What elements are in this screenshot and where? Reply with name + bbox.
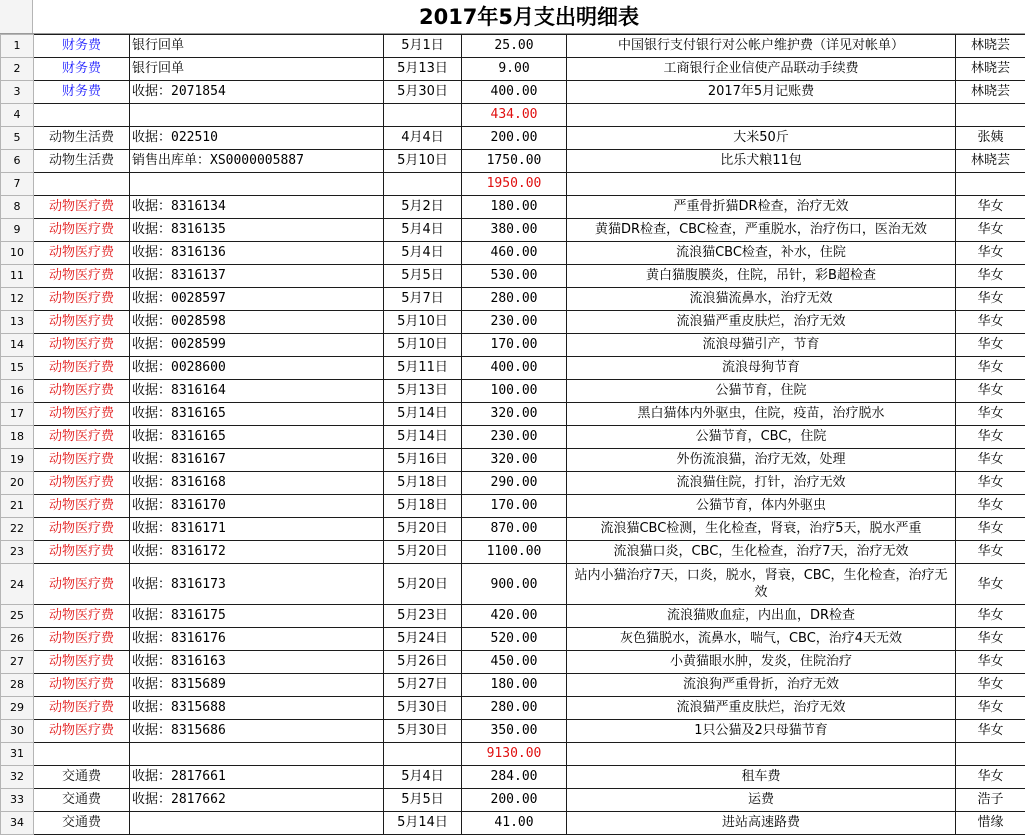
amount-cell[interactable]: 350.00 [462,720,567,743]
category-cell[interactable]: 动物医疗费 [34,334,130,357]
receipt-cell[interactable]: 收据：8316170 [130,495,384,518]
row-number[interactable]: 31 [1,743,34,766]
row-number[interactable]: 22 [1,518,34,541]
description-cell[interactable]: 运费 [567,789,956,812]
description-cell[interactable] [567,743,956,766]
row-number[interactable]: 17 [1,403,34,426]
amount-cell[interactable]: 400.00 [462,81,567,104]
handler-cell[interactable]: 华女 [956,651,1025,674]
description-cell[interactable]: 小黄猫眼水肿，发炎，住院治疗 [567,651,956,674]
category-cell[interactable] [34,173,130,196]
description-cell[interactable]: 租车费 [567,766,956,789]
amount-cell[interactable]: 1750.00 [462,150,567,173]
date-cell[interactable]: 5月13日 [384,58,462,81]
handler-cell[interactable]: 华女 [956,311,1025,334]
receipt-cell[interactable]: 收据：8316168 [130,472,384,495]
amount-cell[interactable]: 380.00 [462,219,567,242]
category-cell[interactable]: 动物医疗费 [34,311,130,334]
row-number[interactable]: 29 [1,697,34,720]
handler-cell[interactable]: 华女 [956,472,1025,495]
category-cell[interactable]: 动物医疗费 [34,265,130,288]
category-cell[interactable]: 财务费 [34,35,130,58]
date-cell[interactable]: 5月14日 [384,426,462,449]
row-number[interactable]: 16 [1,380,34,403]
receipt-cell[interactable]: 收据：8316163 [130,651,384,674]
subtotal-cell[interactable]: 9130.00 [462,743,567,766]
receipt-cell[interactable]: 收据：8315686 [130,720,384,743]
handler-cell[interactable]: 华女 [956,495,1025,518]
table-row [1,495,1025,518]
receipt-cell[interactable]: 收据：2817662 [130,789,384,812]
row-number[interactable]: 27 [1,651,34,674]
amount-cell[interactable]: 230.00 [462,311,567,334]
table-row [1,789,1025,812]
date-cell[interactable] [384,743,462,766]
table-row [1,173,1025,196]
amount-cell[interactable]: 450.00 [462,651,567,674]
amount-cell[interactable]: 280.00 [462,697,567,720]
category-cell[interactable]: 动物医疗费 [34,720,130,743]
amount-cell[interactable]: 400.00 [462,357,567,380]
receipt-cell[interactable] [130,173,384,196]
receipt-cell[interactable] [130,812,384,835]
date-cell[interactable]: 5月4日 [384,242,462,265]
date-cell[interactable] [384,173,462,196]
description-cell[interactable]: 中国银行支付银行对公帐户维护费（详见对帐单） [567,35,956,58]
amount-cell[interactable]: 290.00 [462,472,567,495]
receipt-cell[interactable]: 销售出库单：XS0000005887 [130,150,384,173]
category-cell[interactable]: 动物医疗费 [34,403,130,426]
date-cell[interactable]: 5月26日 [384,651,462,674]
date-cell[interactable]: 5月7日 [384,288,462,311]
description-cell[interactable]: 工商银行企业信使产品联动手续费 [567,58,956,81]
row-number[interactable]: 20 [1,472,34,495]
description-cell[interactable]: 站内小猫治疗7天，口炎，脱水，肾衰，CBC，生化检查，治疗无效 [567,564,956,605]
handler-cell[interactable]: 浩子 [956,789,1025,812]
category-cell[interactable]: 动物医疗费 [34,357,130,380]
description-cell[interactable]: 流浪猫流鼻水，治疗无效 [567,288,956,311]
category-cell[interactable]: 财务费 [34,58,130,81]
description-cell[interactable]: 流浪母猫引产，节育 [567,334,956,357]
description-cell[interactable]: 流浪猫严重皮肤烂，治疗无效 [567,311,956,334]
category-cell[interactable]: 动物医疗费 [34,288,130,311]
category-cell[interactable] [34,743,130,766]
handler-cell[interactable]: 华女 [956,518,1025,541]
category-cell[interactable]: 动物医疗费 [34,380,130,403]
category-cell[interactable]: 动物医疗费 [34,628,130,651]
table-row [1,697,1025,720]
receipt-cell[interactable]: 收据：8316167 [130,449,384,472]
table-row [1,81,1025,104]
row-number[interactable]: 26 [1,628,34,651]
handler-cell[interactable]: 华女 [956,605,1025,628]
row-number[interactable]: 33 [1,789,34,812]
row-number[interactable]: 11 [1,265,34,288]
handler-cell[interactable]: 华女 [956,628,1025,651]
description-cell[interactable]: 黑白猫体内外驱虫，住院，疫苗，治疗脱水 [567,403,956,426]
date-cell[interactable]: 5月5日 [384,265,462,288]
handler-cell[interactable]: 林晓芸 [956,81,1025,104]
receipt-cell[interactable]: 收据：0028598 [130,311,384,334]
description-cell[interactable]: 比乐犬粮11包 [567,150,956,173]
table-row [1,674,1025,697]
table-row [1,58,1025,81]
handler-cell[interactable] [956,104,1025,127]
handler-cell[interactable]: 华女 [956,334,1025,357]
category-cell[interactable]: 动物医疗费 [34,605,130,628]
date-cell[interactable]: 5月20日 [384,518,462,541]
date-cell[interactable]: 5月1日 [384,35,462,58]
description-cell[interactable]: 流浪狗严重骨折，治疗无效 [567,674,956,697]
date-cell[interactable]: 5月13日 [384,380,462,403]
description-cell[interactable] [567,173,956,196]
category-cell[interactable]: 动物医疗费 [34,697,130,720]
row-number[interactable]: 30 [1,720,34,743]
handler-cell[interactable]: 林晓芸 [956,58,1025,81]
amount-cell[interactable]: 180.00 [462,674,567,697]
date-cell[interactable]: 5月4日 [384,766,462,789]
description-cell[interactable]: 大米50斤 [567,127,956,150]
table-row [1,311,1025,334]
row-number[interactable]: 4 [1,104,34,127]
row-number[interactable]: 8 [1,196,34,219]
amount-cell[interactable]: 900.00 [462,564,567,605]
table-row [1,196,1025,219]
table-row [1,812,1025,835]
description-cell[interactable]: 流浪猫CBC检测，生化检查，肾衰，治疗5天，脱水严重 [567,518,956,541]
amount-cell[interactable]: 170.00 [462,495,567,518]
table-row [1,150,1025,173]
handler-cell[interactable]: 华女 [956,265,1025,288]
handler-cell[interactable]: 华女 [956,720,1025,743]
row-number[interactable]: 32 [1,766,34,789]
description-cell[interactable]: 严重骨折猫DR检查，治疗无效 [567,196,956,219]
date-cell[interactable]: 5月27日 [384,674,462,697]
date-cell[interactable]: 5月10日 [384,311,462,334]
category-cell[interactable]: 交通费 [34,789,130,812]
category-cell[interactable]: 动物医疗费 [34,495,130,518]
table-row [1,472,1025,495]
handler-cell[interactable]: 华女 [956,766,1025,789]
table-row [1,334,1025,357]
description-cell[interactable]: 流浪猫口炎，CBC，生化检查，治疗7天，治疗无效 [567,541,956,564]
description-cell[interactable]: 公猫节育，体内外驱虫 [567,495,956,518]
description-cell[interactable]: 1只公猫及2只母猫节育 [567,720,956,743]
category-cell[interactable]: 交通费 [34,766,130,789]
table-row [1,449,1025,472]
description-cell[interactable]: 黄白猫腹膜炎，住院，吊针，彩B超检查 [567,265,956,288]
table-row [1,541,1025,564]
category-cell[interactable] [34,104,130,127]
amount-cell[interactable]: 280.00 [462,288,567,311]
date-cell[interactable]: 5月2日 [384,196,462,219]
handler-cell[interactable]: 惜缘 [956,812,1025,835]
amount-cell[interactable]: 41.00 [462,812,567,835]
date-cell[interactable]: 5月10日 [384,150,462,173]
handler-cell[interactable]: 华女 [956,403,1025,426]
table-row [1,766,1025,789]
table-row [1,518,1025,541]
date-cell[interactable]: 5月30日 [384,81,462,104]
description-cell[interactable]: 流浪母狗节育 [567,357,956,380]
amount-cell[interactable]: 100.00 [462,380,567,403]
date-cell[interactable] [384,104,462,127]
description-cell[interactable]: 进站高速路费 [567,812,956,835]
receipt-cell[interactable]: 收据：8316135 [130,219,384,242]
row-header-blank[interactable] [0,0,33,33]
description-cell[interactable] [567,104,956,127]
amount-cell[interactable]: 180.00 [462,196,567,219]
receipt-cell[interactable]: 收据：8316165 [130,426,384,449]
row-number[interactable]: 25 [1,605,34,628]
table-row [1,219,1025,242]
amount-cell[interactable]: 1100.00 [462,541,567,564]
category-cell[interactable]: 动物医疗费 [34,564,130,605]
handler-cell[interactable]: 华女 [956,541,1025,564]
description-cell[interactable]: 流浪猫住院，打针，治疗无效 [567,472,956,495]
subtotal-cell[interactable]: 1950.00 [462,173,567,196]
table-row [1,35,1025,58]
row-number[interactable]: 19 [1,449,34,472]
handler-cell[interactable] [956,743,1025,766]
title-row [0,0,1025,34]
expense-table [0,34,1025,835]
handler-cell[interactable]: 林晓芸 [956,150,1025,173]
subtotal-cell[interactable]: 434.00 [462,104,567,127]
description-cell[interactable]: 流浪猫败血症，内出血，DR检查 [567,605,956,628]
row-number[interactable]: 9 [1,219,34,242]
receipt-cell[interactable]: 收据：2071854 [130,81,384,104]
table-row [1,426,1025,449]
receipt-cell[interactable]: 收据：8316134 [130,196,384,219]
row-number[interactable]: 1 [1,35,34,58]
category-cell[interactable]: 动物医疗费 [34,651,130,674]
receipt-cell[interactable]: 收据：8316171 [130,518,384,541]
category-cell[interactable]: 财务费 [34,81,130,104]
receipt-cell[interactable]: 收据：8316164 [130,380,384,403]
table-row [1,605,1025,628]
amount-cell[interactable]: 200.00 [462,789,567,812]
category-cell[interactable]: 动物医疗费 [34,219,130,242]
receipt-cell[interactable]: 收据：2817661 [130,766,384,789]
handler-cell[interactable] [956,173,1025,196]
category-cell[interactable]: 交通费 [34,812,130,835]
receipt-cell[interactable] [130,104,384,127]
receipt-cell[interactable]: 收据：8315688 [130,697,384,720]
date-cell[interactable]: 5月16日 [384,449,462,472]
handler-cell[interactable]: 华女 [956,242,1025,265]
description-cell[interactable]: 黄猫DR检查，CBC检查，严重脱水，治疗伤口，医治无效 [567,219,956,242]
date-cell[interactable]: 5月20日 [384,541,462,564]
receipt-cell[interactable]: 收据：8316176 [130,628,384,651]
amount-cell[interactable]: 170.00 [462,334,567,357]
date-cell[interactable]: 5月10日 [384,334,462,357]
row-number[interactable]: 2 [1,58,34,81]
category-cell[interactable]: 动物医疗费 [34,242,130,265]
row-number[interactable]: 23 [1,541,34,564]
handler-cell[interactable]: 华女 [956,674,1025,697]
table-row [1,720,1025,743]
table-row [1,743,1025,766]
table-row [1,242,1025,265]
category-cell[interactable]: 动物医疗费 [34,674,130,697]
table-row [1,104,1025,127]
category-cell[interactable]: 动物医疗费 [34,426,130,449]
table-row [1,288,1025,311]
handler-cell[interactable]: 华女 [956,357,1025,380]
handler-cell[interactable]: 华女 [956,426,1025,449]
date-cell[interactable]: 5月30日 [384,720,462,743]
description-cell[interactable]: 流浪猫严重皮肤烂，治疗无效 [567,697,956,720]
row-number[interactable]: 21 [1,495,34,518]
handler-cell[interactable]: 华女 [956,219,1025,242]
table-row [1,127,1025,150]
date-cell[interactable]: 5月14日 [384,812,462,835]
table-row [1,357,1025,380]
receipt-cell[interactable]: 收据：0028600 [130,357,384,380]
description-cell[interactable]: 2017年5月记账费 [567,81,956,104]
receipt-cell[interactable]: 收据：8316137 [130,265,384,288]
receipt-cell[interactable]: 收据：0028597 [130,288,384,311]
handler-cell[interactable]: 华女 [956,196,1025,219]
table-row [1,265,1025,288]
amount-cell[interactable]: 520.00 [462,628,567,651]
category-cell[interactable]: 动物医疗费 [34,518,130,541]
row-number[interactable]: 3 [1,81,34,104]
amount-cell[interactable]: 420.00 [462,605,567,628]
description-cell[interactable]: 外伤流浪猫，治疗无效，处理 [567,449,956,472]
receipt-cell[interactable]: 收据：8316136 [130,242,384,265]
row-number[interactable]: 10 [1,242,34,265]
description-cell[interactable]: 公猫节育，CBC，住院 [567,426,956,449]
category-cell[interactable]: 动物生活费 [34,127,130,150]
date-cell[interactable]: 5月11日 [384,357,462,380]
row-number[interactable]: 5 [1,127,34,150]
amount-cell[interactable]: 460.00 [462,242,567,265]
date-cell[interactable]: 5月18日 [384,495,462,518]
row-number[interactable]: 7 [1,173,34,196]
amount-cell[interactable]: 530.00 [462,265,567,288]
row-number[interactable]: 24 [1,564,34,605]
handler-cell[interactable]: 林晓芸 [956,35,1025,58]
date-cell[interactable]: 5月18日 [384,472,462,495]
category-cell[interactable]: 动物生活费 [34,150,130,173]
handler-cell[interactable]: 华女 [956,449,1025,472]
date-cell[interactable]: 5月14日 [384,403,462,426]
receipt-cell[interactable]: 银行回单 [130,58,384,81]
table-row [1,380,1025,403]
date-cell[interactable]: 5月4日 [384,219,462,242]
row-number[interactable]: 14 [1,334,34,357]
receipt-cell[interactable]: 收据：8315689 [130,674,384,697]
amount-cell[interactable]: 25.00 [462,35,567,58]
table-row [1,651,1025,674]
date-cell[interactable]: 5月23日 [384,605,462,628]
receipt-cell[interactable]: 收据：8316173 [130,564,384,605]
receipt-cell[interactable] [130,743,384,766]
amount-cell[interactable]: 284.00 [462,766,567,789]
row-number[interactable]: 12 [1,288,34,311]
table-row [1,403,1025,426]
handler-cell[interactable]: 张姨 [956,127,1025,150]
receipt-cell[interactable]: 收据：8316165 [130,403,384,426]
receipt-cell[interactable]: 收据：8316172 [130,541,384,564]
description-cell[interactable]: 流浪猫CBC检查，补水，住院 [567,242,956,265]
date-cell[interactable]: 5月5日 [384,789,462,812]
amount-cell[interactable]: 320.00 [462,449,567,472]
row-number[interactable]: 28 [1,674,34,697]
category-cell[interactable]: 动物医疗费 [34,196,130,219]
handler-cell[interactable]: 华女 [956,380,1025,403]
category-cell[interactable]: 动物医疗费 [34,472,130,495]
receipt-cell[interactable]: 银行回单 [130,35,384,58]
amount-cell[interactable]: 230.00 [462,426,567,449]
table-row [1,564,1025,605]
date-cell[interactable]: 5月20日 [384,564,462,605]
amount-cell[interactable]: 320.00 [462,403,567,426]
description-cell[interactable]: 灰色猫脱水，流鼻水，喘气，CBC，治疗4天无效 [567,628,956,651]
row-number[interactable]: 15 [1,357,34,380]
date-cell[interactable]: 4月4日 [384,127,462,150]
receipt-cell[interactable]: 收据：022510 [130,127,384,150]
amount-cell[interactable]: 200.00 [462,127,567,150]
description-cell[interactable]: 公猫节育，住院 [567,380,956,403]
handler-cell[interactable]: 华女 [956,564,1025,605]
date-cell[interactable]: 5月24日 [384,628,462,651]
handler-cell[interactable]: 华女 [956,288,1025,311]
amount-cell[interactable]: 870.00 [462,518,567,541]
category-cell[interactable]: 动物医疗费 [34,449,130,472]
category-cell[interactable]: 动物医疗费 [34,541,130,564]
table-row [1,628,1025,651]
receipt-cell[interactable]: 收据：0028599 [130,334,384,357]
row-number[interactable]: 18 [1,426,34,449]
amount-cell[interactable]: 9.00 [462,58,567,81]
row-number[interactable]: 6 [1,150,34,173]
date-cell[interactable]: 5月30日 [384,697,462,720]
receipt-cell[interactable]: 收据：8316175 [130,605,384,628]
row-number[interactable]: 34 [1,812,34,835]
handler-cell[interactable]: 华女 [956,697,1025,720]
sheet-title[interactable]: 2017年5月支出明细表 [33,0,1025,33]
row-number[interactable]: 13 [1,311,34,334]
